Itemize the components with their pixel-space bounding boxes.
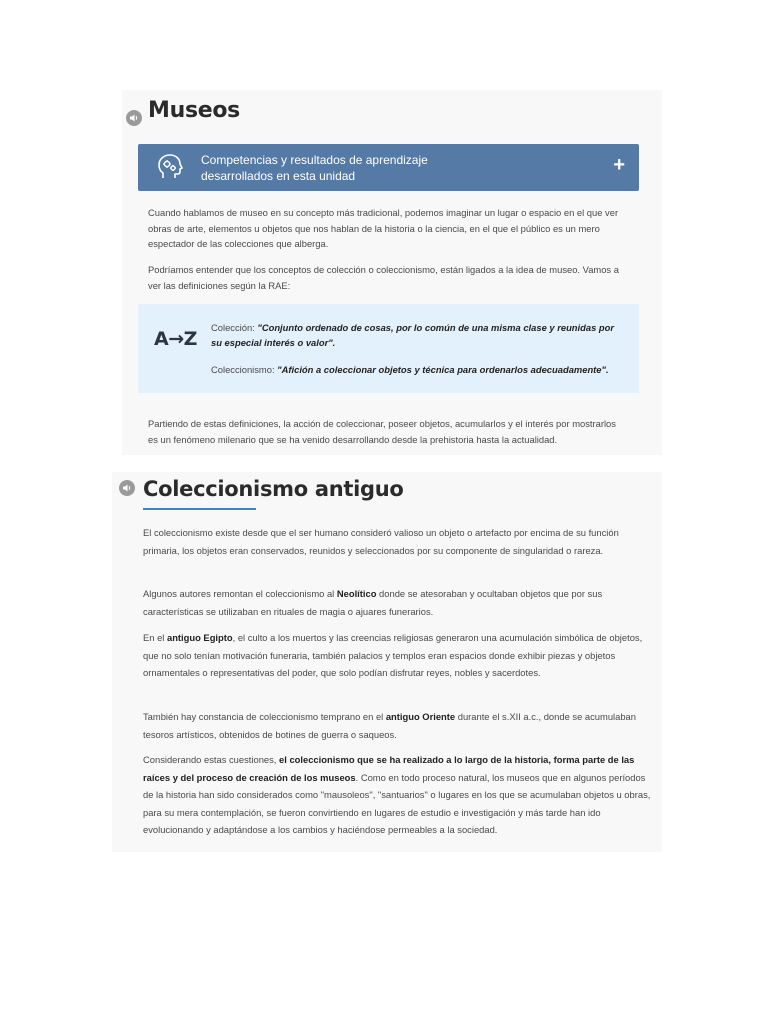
coleccionismo-paragraph-3 [143,629,651,682]
text-run: , el culto a los muertos y las creencias religiosas generaron una acumulación simbólica de objetos, que no solo tenían motivación funeraria, también palacios y templos eran espacios donde exhibir piezas y objetos ornamentales o representativas del poder, que solo podían disfrutar reyes, nobles y sacerdotes. [143,632,643,678]
coleccionismo-paragraph-2 [143,585,651,620]
bold-text-run: antiguo Egipto [166,632,233,643]
a-to-z-icon: A→Z [154,328,197,350]
definition-label: Colección: [211,322,258,333]
text-run: Considerando estas cuestiones, [143,754,280,765]
definition-coleccion [211,320,626,350]
bold-text-run: antiguo Oriente [385,711,456,722]
plus-icon[interactable]: + [613,154,625,176]
bold-text-run: Neolítico [336,588,377,599]
text-run: durante el s.XII a.c., donde se acumulaban tesoros artísticos, obtenidos de botines de guerra o saqueos. [143,711,636,740]
head-gears-icon [154,151,186,183]
competencias-toggle[interactable] [138,144,639,191]
coleccionismo-title: Coleccionismo antiguo [143,477,404,501]
title-underline [143,508,256,510]
definition-coleccionismo [211,362,626,377]
text-run: También hay constancia de coleccionismo temprano en el [143,711,386,722]
audio-speaker-icon[interactable] [126,110,142,126]
text-run: . Como en todo proceso natural, los museos que en algunos períodos de la historia han sido considerados como "mausoleos", "santuarios" o lugares en los que se acumulaban objetos u obras, para su mera contemplación, se fueron convirtiendo en lugares de estudio e investigación y más tarde han ido evolucionando y adaptándose a los cambios y haciéndose permeables a la sociedad. [143,771,651,835]
competencias-line1: Competencias y resultados de aprendizaje [201,153,428,167]
text-run: Algunos autores remontan el coleccionismo al [143,588,337,599]
definition-text: "Afición a coleccionar objetos y técnica para ordenarlos adecuadamente". [277,364,609,375]
bold-text-run: el coleccionismo que se ha realizado a lo largo de la historia, forma parte de las raíces y del proceso de creación de los museos [143,754,635,783]
definitions-box [138,304,639,393]
coleccionismo-paragraph-4 [143,708,651,743]
definition-text: "Conjunto ordenado de cosas, por lo común de una misma clase y reunidas por su especial interés o valor". [211,322,614,348]
coleccionismo-paragraph-5 [143,751,651,839]
competencias-label [201,152,428,184]
text-run: En el [143,632,167,643]
museos-title: Museos [148,98,240,123]
coleccionismo-paragraph-1: El coleccionismo existe desde que el ser humano consideró valioso un objeto o artefacto por encima de su función primaria, los objetos eran conservados, reunidos y seleccionados por su componente de singularidad o rareza. [143,527,619,556]
text-run: donde se atesoraban y ocultaban objetos que por sus características se utilizaban en rituales de magia o ajuares funerarios. [143,588,603,617]
definition-label: Coleccionismo: [211,364,278,375]
competencias-line2: desarrollados en esta unidad [201,169,356,183]
audio-speaker-icon[interactable] [119,480,135,496]
museos-paragraph-2: Podríamos entender que los conceptos de colección o coleccionismo, están ligados a la idea de museo. Vamos a ver las definiciones según la RAE: [148,264,619,291]
museos-paragraph-3: Partiendo de estas definiciones, la acción de coleccionar, poseer objetos, acumularlos y el interés por mostrarlos es un fenómeno milenario que se ha venido desarrollando desde la prehistoria hasta la actualidad. [148,418,616,445]
museos-paragraph-1: Cuando hablamos de museo en su concepto más tradicional, podemos imaginar un lugar o espacio en el que ver obras de arte, elementos u objetos que nos hablan de la historia o la ciencia, en el que el público es un mero espectador de las colecciones que alberga. [148,207,619,249]
